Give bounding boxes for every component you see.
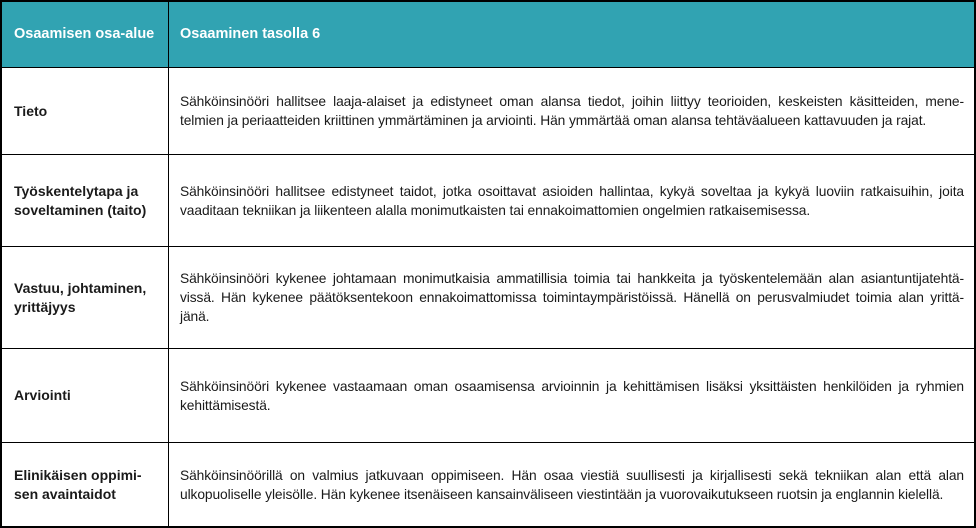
row-elinikainen-area-cell bbox=[2, 443, 169, 526]
row-vastuu-description-cell bbox=[169, 247, 974, 349]
header-label-competence-area: Osaamisen osa-alue bbox=[14, 26, 155, 42]
row-arviointi-description-cell bbox=[169, 349, 974, 443]
row-tieto-area-label: Tieto bbox=[14, 102, 48, 119]
row-tieto-area-cell bbox=[2, 68, 169, 155]
row-tieto-description-cell bbox=[169, 68, 974, 155]
row-arviointi-area-label: Arviointi bbox=[14, 387, 71, 403]
row-vastuu-area-label: Vastuu, johtaminen, yrittäjyys bbox=[14, 279, 147, 315]
row-tyoskentelytapa-area-cell bbox=[2, 155, 169, 247]
header-cell-level-6 bbox=[169, 2, 974, 68]
row-elinikainen-description-cell bbox=[169, 443, 974, 526]
row-arviointi-area-cell bbox=[2, 349, 169, 443]
header-label-level-6: Osaaminen tasolla 6 bbox=[180, 26, 321, 42]
row-tieto-description-text: Sähköinsinööri hallitsee laaja-alaiset ja edistyneet oman alansa tiedot, joihin liittyy teorioiden, keskeisten käsitteiden, mene- telmien ja periaatteiden kriittinen ymmärtäminen ja arviointi. Hän ymmärtää oman alansa tehtäväalueen kattavuuden ja rajat. bbox=[180, 94, 964, 128]
row-elinikainen-area-label: Elinikäisen oppimi- sen avaintaidot bbox=[14, 466, 142, 502]
row-vastuu-description-text: Sähköinsinööri kykenee johtamaan monimutkaisia ammatillisia toimia tai hankkeita ja työskentelemään alan asiantuntijatehtä- vissä. Hän kykenee päätöksentekoon ennakoimattomissa toimintaympäristöissä. Hänellä on perusvalmiudet toimia alan yrittä- jänä. bbox=[180, 271, 964, 324]
header-cell-competence-area bbox=[2, 2, 169, 68]
row-arviointi-description-text: Sähköinsinööri kykenee vastaamaan oman osaamisensa arvioinnin ja kehittämisen lisäksi yksittäisten henkilöiden ja ryhmien kehittämisestä. bbox=[180, 378, 964, 413]
row-tyoskentelytapa-area-label: Työskentelytapa ja soveltaminen (taito) bbox=[14, 182, 147, 218]
row-elinikainen-description-text: Sähköinsinöörillä on valmius jatkuvaan oppimiseen. Hän osaa viestiä suullisesti ja kirjallisesti sekä tekniikan alan että alan ulkopuoliselle yleisölle. Hän kykenee itsenäiseen kansainväliseen viestintään ja vuorovaikutukseen ruotsin ja englannin kielellä. bbox=[180, 467, 964, 502]
row-vastuu-area-cell bbox=[2, 247, 169, 349]
row-tyoskentelytapa-description-cell bbox=[169, 155, 974, 247]
row-tyoskentelytapa-description-text: Sähköinsinööri hallitsee edistyneet taidot, jotka osoittavat asioiden hallintaa, kykyä soveltaa ja kykyä luoviin ratkaisuihin, joita vaaditaan tekniikan ja liikenteen alalla monimutkaisten tai ennakoimattomien ongelmien ratkaisemisessa. bbox=[180, 183, 964, 218]
